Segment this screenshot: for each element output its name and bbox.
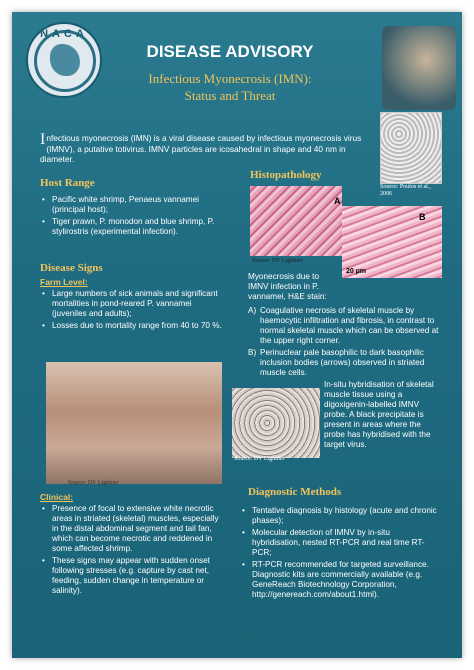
diagnostic-item: • Tentative diagnosis by histology (acute and chronic phases); <box>240 506 440 526</box>
intro-paragraph <box>40 133 362 165</box>
naca-logo <box>26 22 102 98</box>
shrimp-photo-source: Source: DV Lightner <box>68 480 119 486</box>
host-range-item: • Tiger prawn, P. monodon and blue shrimp, P. stylirostris (experimental infection). <box>40 217 224 237</box>
farm-level-item: • Large numbers of sick animals and significant mortalities in pond-reared P. vannamei (juveniles and adults); <box>40 289 224 319</box>
insitu-description: In-situ hybridisation of skeletal muscle tissue using a digoxigenin-labelled IMNV probe. A black precipitate is present in areas where the probe has hybridised with the target virus. <box>324 380 434 449</box>
clinical-item: • Presence of focal to extensive white necrotic areas in striated (skeletal) muscles, especially in the distal abdominal segment and tail fan, which can become necrotic and reddened in some affected shrimp. <box>40 504 224 554</box>
diagnostic-list <box>240 506 440 600</box>
farm-level-list <box>40 289 224 331</box>
logo-text: NACA <box>40 28 88 40</box>
diagnostic-methods-title: Diagnostic Methods <box>248 486 342 498</box>
scale-bar-label: 20 µm <box>346 268 366 275</box>
host-range-list <box>40 195 224 237</box>
clinical-list <box>40 504 224 596</box>
insitu-micrograph <box>232 388 320 458</box>
intro-text: nfectious myonecrosis (IMN) is a viral disease caused by infectious myonecrosis virus (IMNV), a putative totivirus. IMNV particles are icosahedral in shape and 40 nm in diameter. <box>40 133 362 164</box>
histology-lead: Myonecrosis due to IMNV infection in P. vannamei, H&E stain: <box>248 272 327 301</box>
histology-label-b: B <box>419 212 426 222</box>
histology-notes <box>248 306 442 378</box>
histology-note-b <box>248 348 442 378</box>
histopathology-title: Histopathology <box>250 169 322 181</box>
note-key: B) <box>248 348 257 357</box>
page-subtitle <box>100 70 360 104</box>
shrimp-photo <box>46 362 222 484</box>
disease-signs-title: Disease Signs <box>40 262 103 274</box>
virus-image-source: Source: Poulos et al., 2006 <box>380 184 431 197</box>
farm-level-item: • Losses due to mortality range from 40 to 70 %. <box>40 321 224 331</box>
virus-micrograph <box>380 112 442 184</box>
drop-cap: I <box>40 131 46 148</box>
note-key: A) <box>248 306 257 315</box>
header-shrimp-photo <box>382 26 456 110</box>
histology-note-a <box>248 306 442 346</box>
diagnostic-item: • RT-PCR recommended for targeted surveillance. Diagnostic kits are commercially available (e.g. GeneReach Biotechnology Corporation, http://genereach.com/about1.html). <box>240 560 440 600</box>
histology-label-a: A <box>334 196 341 206</box>
page-title: DISEASE ADVISORY <box>146 42 314 61</box>
subtitle-line-1: Infectious Myonecrosis (IMN): <box>148 71 312 86</box>
note-text: Coagulative necrosis of skeletal muscle by haemocytic infiltration and fibrosis, in contrast to normal skeletal muscle which can be observed at the upper right corner. <box>260 306 439 345</box>
note-text: Perinuclear pale basophilic to dark basophilic inclusion bodies (arrows) observed in striated muscle cells. <box>260 348 425 377</box>
insitu-source: Source: DV Lightner <box>234 456 285 462</box>
histology-image-a <box>250 186 342 256</box>
clinical-item: • These signs may appear with sudden onset following stresses (e.g. capture by cast net, feeding, sudden change in temperature or salinity). <box>40 556 224 596</box>
clinical-label: Clinical: <box>40 492 74 502</box>
host-range-item: • Pacific white shrimp, Penaeus vannamei (principal host); <box>40 195 224 215</box>
subtitle-line-2: Status and Threat <box>184 88 276 103</box>
host-range-title: Host Range <box>40 177 95 189</box>
farm-level-label: Farm Level: <box>40 277 88 287</box>
diagnostic-item: • Molecular detection of IMNV by in-situ hybridisation, nested RT-PCR and real time RT-PCR; <box>240 528 440 558</box>
histology-source: Source: DV Lightner <box>252 258 303 264</box>
